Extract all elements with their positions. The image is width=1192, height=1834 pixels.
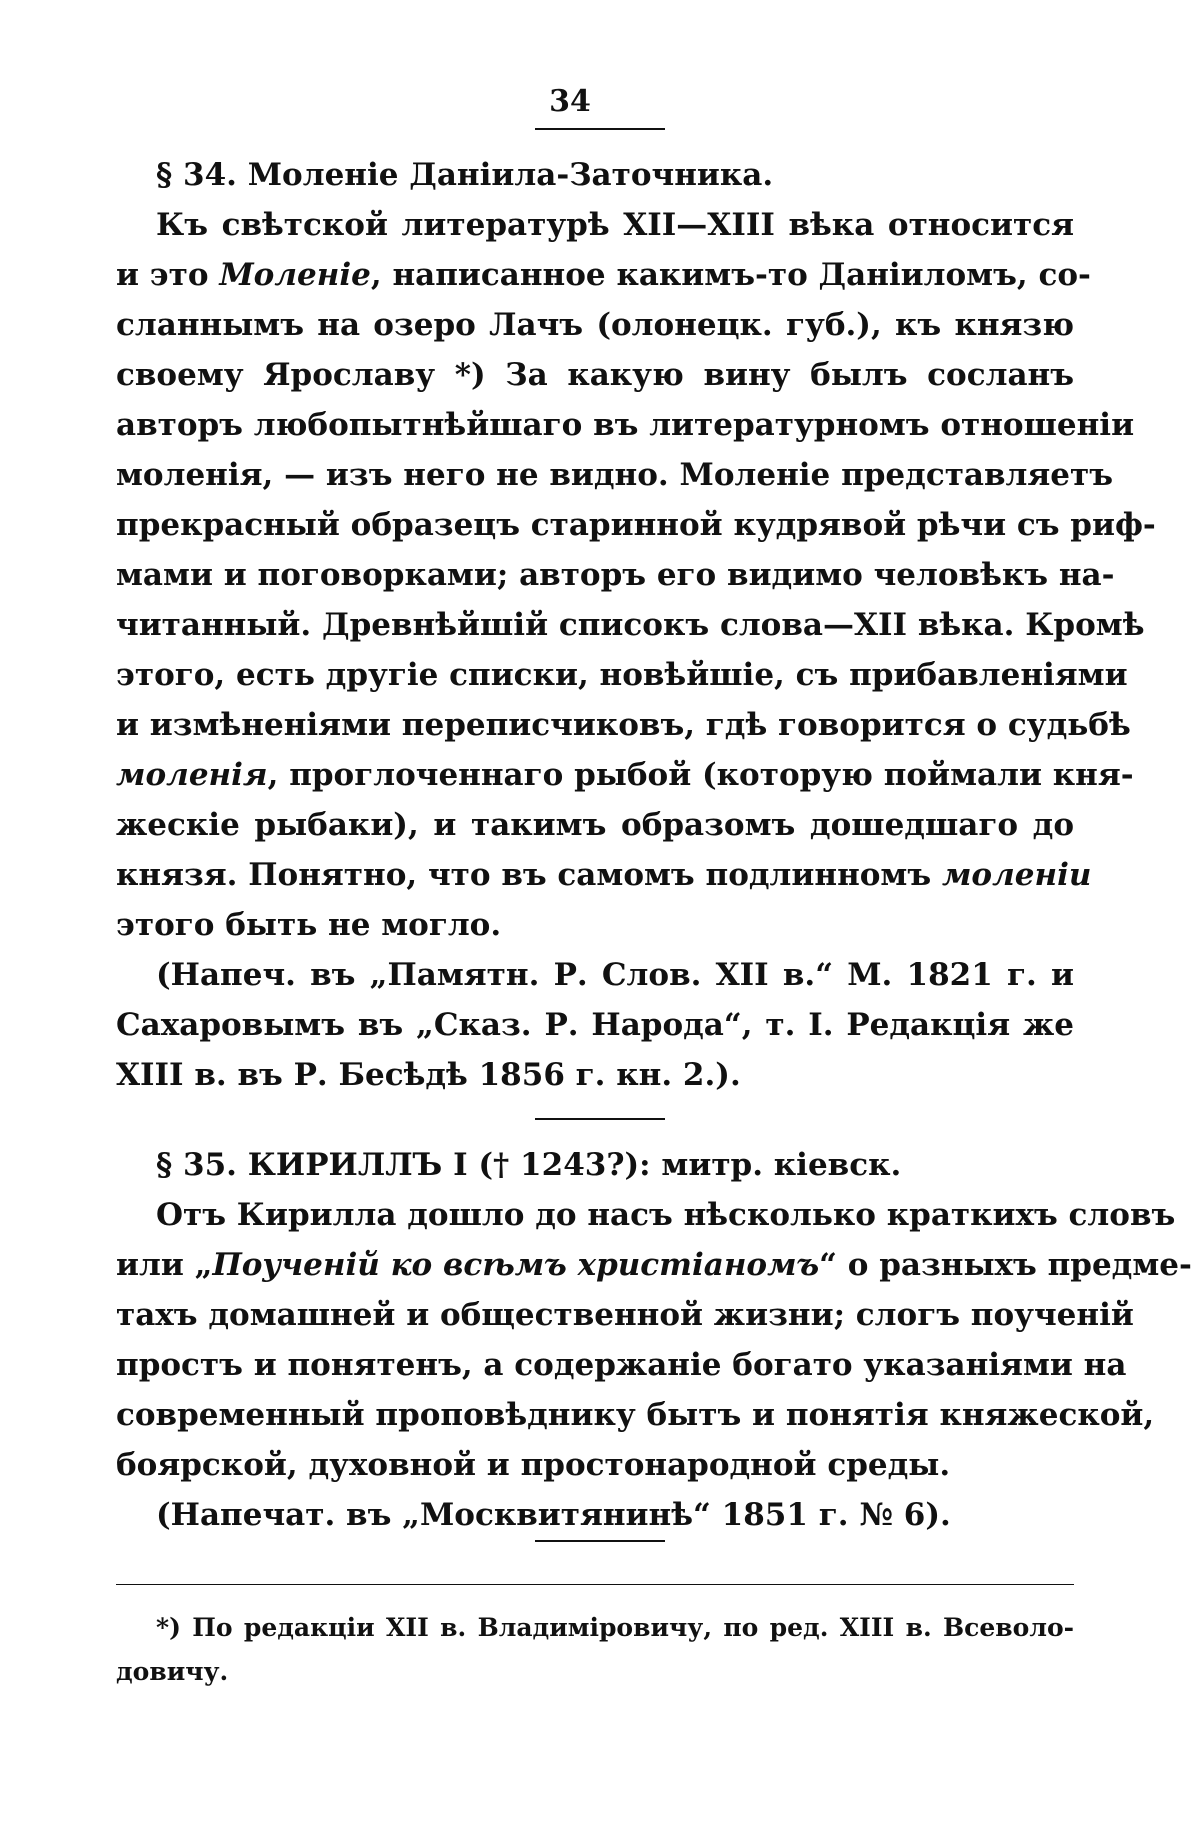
italic-word: моленія [116,757,268,793]
text-line: этого, есть другіе списки, новѣйшіе, съ прибавленіями [116,657,1128,693]
section-35-paragraph-1 [116,1190,1192,1490]
text-run: князя. Понятно, что въ самомъ подлинномъ [116,857,942,893]
text-line [116,850,1092,900]
text-line: современный проповѣднику бытъ и понятія княжеской, [116,1397,1155,1433]
footnote-rule [116,1584,1074,1585]
text-line: тахъ домашней и общественной жизни; слогъ поученій [116,1297,1134,1333]
section-35 [116,1140,1192,1540]
section-35-paragraph-2 [116,1490,1074,1540]
section-34-paragraph-2 [116,950,1074,1100]
text-line: моленія, — изъ него не видно. Моленіе представляетъ [116,457,1113,493]
text-run: и это [116,257,220,293]
text-line: сланнымъ на озеро Лачъ (олонецк. губ.), къ князю [116,307,1074,343]
text-line: этого быть не могло. [116,907,502,943]
italic-title: Поученій ко всѣмъ христіаномъ [212,1247,820,1283]
text-run: , написанное какимъ-то Даніиломъ, со- [370,257,1091,293]
footnote-line: *) По редакціи XII в. Владиміровичу, по ред. XIII в. Всеволо- [156,1613,1074,1642]
section-35-heading: § 35. КИРИЛЛЪ I († 1243?): митр. кіевск. [156,1147,902,1183]
text-line: (Напечат. въ „Москвитянинѣ“ 1851 г. № 6). [156,1497,951,1533]
text-run: или „ [116,1247,213,1283]
text-run: “ о разныхъ предме- [819,1247,1192,1283]
text-line: боярской, духовной и простонародной среды. [116,1447,951,1483]
text-line: и измѣненіями переписчиковъ, гдѣ говорится о судьбѣ [116,707,1131,743]
text-line: Сахаровымъ въ „Сказ. Р. Народа“, т. I. Редакція же [116,1007,1074,1043]
footnote-line: довичу. [116,1657,229,1686]
text-line: прекрасный образецъ старинной кудрявой рѣчи съ риф- [116,507,1156,543]
text-line: читанный. Древнѣйшій списокъ слова—XII вѣка. Кромѣ [116,607,1145,643]
page-number-underline [535,128,665,130]
text-line: своему Ярославу *) За какую вину былъ сосланъ [116,357,1074,393]
text-run: , проглоченнаго рыбой (которую поймали кня- [267,757,1134,793]
text-line: Къ свѣтской литературѣ XII—XIII вѣка относится [156,207,1074,243]
text-line: авторъ любопытнѣйшаго въ литературномъ отношеніи [116,407,1135,443]
section-34-heading: § 34. Моленіе Даніила-Заточника. [156,157,774,193]
text-line: (Напеч. въ „Памятн. Р. Слов. XII в.“ М. 1821 г. и [156,957,1074,993]
text-line: жескіе рыбаки), и такимъ образомъ дошедшаго до [116,807,1074,843]
text-line [116,750,1134,800]
section-34 [116,150,1156,1100]
text-line: простъ и понятенъ, а содержаніе богато указаніями на [116,1347,1127,1383]
section-divider [535,1118,665,1120]
page-number: 34 [549,84,591,119]
text-line [116,250,1091,300]
section-divider [535,1540,665,1542]
section-34-paragraph-1 [116,200,1156,950]
italic-title: Моленіе [219,257,371,293]
text-line: XIII в. въ Р. Бесѣдѣ 1856 г. кн. 2.). [116,1057,741,1093]
italic-word: моленіи [941,857,1092,893]
text-line [116,1240,1192,1290]
text-line: Отъ Кирилла дошло до насъ нѣсколько краткихъ словъ [156,1197,1176,1233]
footnote [116,1606,1074,1694]
text-line: мами и поговорками; авторъ его видимо человѣкъ на- [116,557,1115,593]
